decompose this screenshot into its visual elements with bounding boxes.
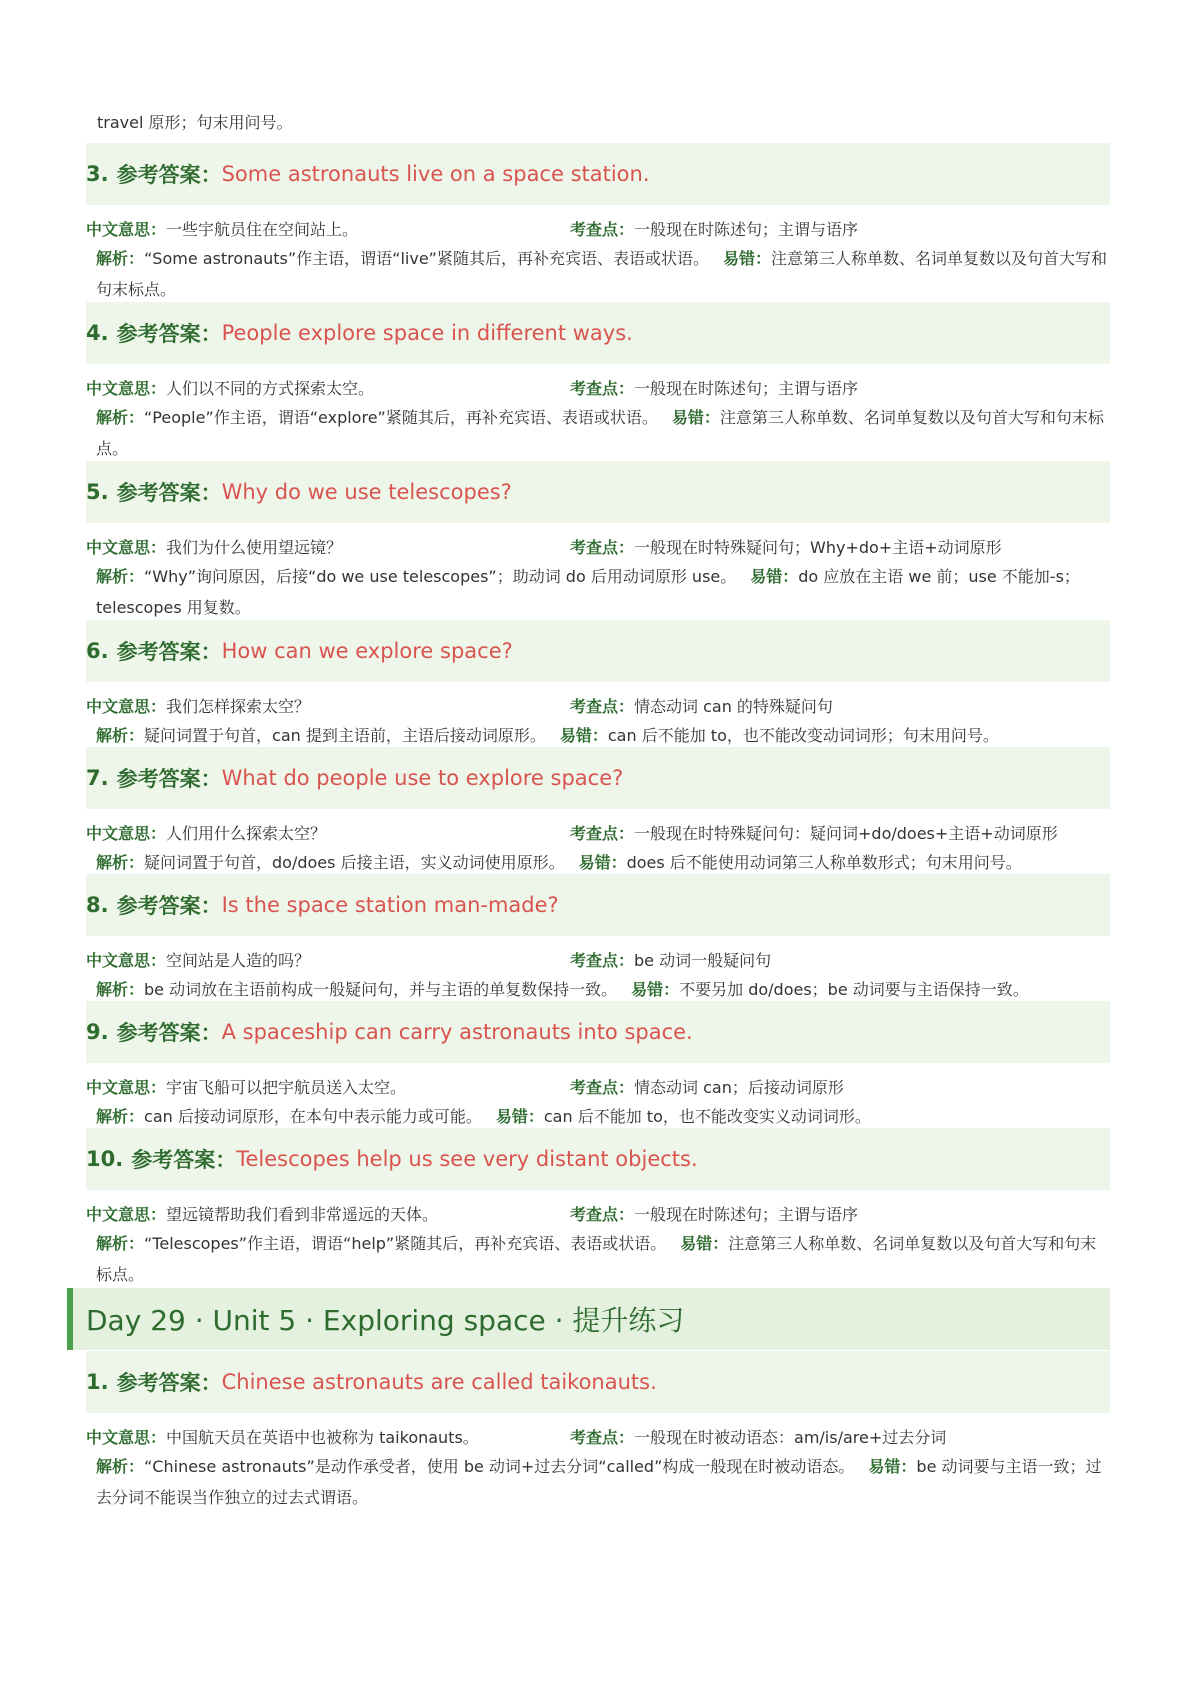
pitfall-label: 易错： bbox=[750, 567, 799, 586]
analysis bbox=[96, 561, 1110, 623]
meaning-row bbox=[86, 531, 1110, 561]
point-label: 考查点： bbox=[570, 220, 635, 239]
pitfall-text: can 后不能加 to，也不能改变实义动词词形。 bbox=[543, 1107, 871, 1126]
meaning-text: 我们为什么使用望远镜？ bbox=[166, 538, 343, 557]
answer-bar bbox=[86, 747, 1110, 809]
meaning-label: 中文意思： bbox=[86, 538, 167, 557]
pitfall-label: 易错： bbox=[868, 1457, 917, 1476]
test-point bbox=[570, 948, 771, 971]
test-point bbox=[570, 376, 858, 399]
pitfall-text: does 后不能使用动词第三人称单数形式；句末用问号。 bbox=[626, 853, 1022, 872]
meaning-text: 中国航天员在英语中也被称为 taikonauts。 bbox=[166, 1428, 479, 1447]
analysis-label: 解析： bbox=[96, 726, 145, 745]
question-number: 7. bbox=[86, 766, 109, 790]
meaning-label: 中文意思： bbox=[86, 220, 167, 239]
answer-label: 参考答案： bbox=[116, 163, 222, 187]
answer-bar bbox=[86, 620, 1110, 682]
analysis-text: “Chinese astronauts”是动作承受者，使用 be 动词+过去分词“called”构成一般现在时被动语态。 bbox=[144, 1457, 855, 1476]
analysis-label: 解析： bbox=[96, 567, 145, 586]
pitfall-label: 易错： bbox=[671, 408, 720, 427]
question-number: 10. bbox=[86, 1147, 124, 1171]
point-text: 一般现在时被动语态：am/is/are+过去分词 bbox=[634, 1428, 947, 1447]
answer-entry bbox=[86, 143, 1110, 305]
section-title: Day 29 · Unit 5 · Exploring space · 提升练习 bbox=[86, 1304, 685, 1337]
meaning-text: 人们用什么探索太空？ bbox=[166, 824, 327, 843]
answer-bar bbox=[86, 461, 1110, 523]
meaning-label: 中文意思： bbox=[86, 379, 167, 398]
test-point bbox=[570, 694, 833, 717]
carryover-text: travel 原形；句末用问号。 bbox=[97, 113, 293, 132]
answer-label: 参考答案： bbox=[116, 767, 222, 791]
test-point bbox=[570, 535, 1002, 558]
meaning-text: 空间站是人造的吗？ bbox=[166, 951, 311, 970]
point-label: 考查点： bbox=[570, 824, 635, 843]
meaning-label: 中文意思： bbox=[86, 1428, 167, 1447]
answer-text: Chinese astronauts are called taikonauts. bbox=[221, 1370, 657, 1394]
meaning bbox=[86, 694, 310, 717]
analysis-label: 解析： bbox=[96, 1457, 145, 1476]
point-text: 一般现在时陈述句；主谓与语序 bbox=[634, 220, 859, 239]
meaning-row bbox=[86, 944, 1110, 974]
meaning-text: 宇宙飞船可以把宇航员送入太空。 bbox=[166, 1078, 407, 1097]
point-text: 一般现在时特殊疑问句；Why+do+主语+动词原形 bbox=[634, 538, 1002, 557]
meaning bbox=[86, 948, 310, 971]
analysis-label: 解析： bbox=[96, 853, 145, 872]
answer-bar bbox=[86, 874, 1110, 936]
analysis-label: 解析： bbox=[96, 408, 145, 427]
meaning-row bbox=[86, 372, 1110, 402]
meaning-label: 中文意思： bbox=[86, 1078, 167, 1097]
pitfall-text: 注意第三人称单数、名词单复数以及句首大写和句末标点。 bbox=[96, 249, 1107, 299]
answer-label: 参考答案： bbox=[116, 322, 222, 346]
answer-bar bbox=[86, 1351, 1110, 1413]
point-label: 考查点： bbox=[570, 1078, 635, 1097]
point-text: 情态动词 can 的特殊疑问句 bbox=[634, 697, 833, 716]
point-text: be 动词一般疑问句 bbox=[634, 951, 772, 970]
answer-label: 参考答案： bbox=[116, 1371, 222, 1395]
pitfall-text: 注意第三人称单数、名词单复数以及句首大写和句末标点。 bbox=[96, 408, 1104, 458]
pitfall-label: 易错： bbox=[578, 853, 627, 872]
meaning bbox=[86, 1425, 479, 1448]
point-text: 一般现在时特殊疑问句：疑问词+do/does+主语+动词原形 bbox=[634, 824, 1058, 843]
meaning-label: 中文意思： bbox=[86, 824, 167, 843]
pitfall-label: 易错： bbox=[631, 980, 680, 999]
answer-text: Is the space station man-made? bbox=[221, 893, 559, 917]
answer-label: 参考答案： bbox=[116, 640, 222, 664]
meaning-row bbox=[86, 690, 1110, 720]
meaning-label: 中文意思： bbox=[86, 951, 167, 970]
analysis-label: 解析： bbox=[96, 1107, 145, 1126]
meaning-row bbox=[86, 213, 1110, 243]
answer-label: 参考答案： bbox=[116, 894, 222, 918]
point-label: 考查点： bbox=[570, 379, 635, 398]
analysis-text: “Some astronauts”作主语，谓语“live”紧随其后，再补充宾语、表语或状语。 bbox=[144, 249, 709, 268]
analysis-label: 解析： bbox=[96, 980, 145, 999]
analysis-text: 疑问词置于句首，can 提到主语前，主语后接动词原形。 bbox=[144, 726, 546, 745]
analysis bbox=[96, 1228, 1110, 1290]
analysis-text: 疑问词置于句首，do/does 后接主语，实义动词使用原形。 bbox=[144, 853, 565, 872]
analysis bbox=[96, 402, 1110, 464]
pitfall-label: 易错： bbox=[495, 1107, 544, 1126]
test-point bbox=[570, 1425, 946, 1448]
meaning-text: 我们怎样探索太空？ bbox=[166, 697, 311, 716]
answer-label: 参考答案： bbox=[116, 481, 222, 505]
pitfall-text: be 动词要与主语一致；过去分词不能误当作独立的过去式谓语。 bbox=[96, 1457, 1102, 1507]
answer-entry bbox=[86, 747, 1110, 878]
pitfall-text: 注意第三人称单数、名词单复数以及句首大写和句末标点。 bbox=[96, 1234, 1097, 1284]
analysis-text: “Telescopes”作主语，谓语“help”紧随其后，再补充宾语、表语或状语。 bbox=[144, 1234, 667, 1253]
point-label: 考查点： bbox=[570, 697, 635, 716]
meaning bbox=[86, 376, 374, 399]
answer-text: Why do we use telescopes? bbox=[221, 480, 512, 504]
answer-text: What do people use to explore space? bbox=[221, 766, 624, 790]
answer-entry bbox=[86, 874, 1110, 1005]
answer-entry bbox=[86, 1128, 1110, 1290]
point-label: 考查点： bbox=[570, 1205, 635, 1224]
test-point bbox=[570, 1075, 844, 1098]
analysis bbox=[96, 243, 1110, 305]
meaning-text: 一些宇航员住在空间站上。 bbox=[166, 220, 359, 239]
section-heading bbox=[67, 1288, 1110, 1350]
answer-entry bbox=[86, 1351, 1110, 1513]
answer-label: 参考答案： bbox=[131, 1148, 237, 1172]
meaning bbox=[86, 535, 342, 558]
pitfall-text: do 应放在主语 we 前；use 不能加-s；telescopes 用复数。 bbox=[96, 567, 1080, 617]
meaning-label: 中文意思： bbox=[86, 697, 167, 716]
question-number: 3. bbox=[86, 162, 109, 186]
meaning bbox=[86, 1202, 438, 1225]
answer-bar bbox=[86, 1128, 1110, 1190]
point-label: 考查点： bbox=[570, 538, 635, 557]
meaning-label: 中文意思： bbox=[86, 1205, 167, 1224]
analysis-text: “Why”询问原因，后接“do we use telescopes”；助动词 do 后用动词原形 use。 bbox=[144, 567, 737, 586]
question-number: 4. bbox=[86, 321, 109, 345]
pitfall-text: can 后不能加 to，也不能改变动词词形；句末用问号。 bbox=[607, 726, 999, 745]
meaning-row bbox=[86, 1198, 1110, 1228]
analysis-text: “People”作主语，谓语“explore”紧随其后，再补充宾语、表语或状语。 bbox=[144, 408, 658, 427]
answer-text: A spaceship can carry astronauts into space. bbox=[221, 1020, 693, 1044]
meaning bbox=[86, 821, 326, 844]
meaning-row bbox=[86, 1421, 1110, 1451]
answer-bar bbox=[86, 302, 1110, 364]
analysis-text: be 动词放在主语前构成一般疑问句，并与主语的单复数保持一致。 bbox=[144, 980, 618, 999]
analysis-label: 解析： bbox=[96, 249, 145, 268]
answer-text: Telescopes help us see very distant objects. bbox=[236, 1147, 698, 1171]
question-number: 9. bbox=[86, 1020, 109, 1044]
answer-bar bbox=[86, 143, 1110, 205]
answer-label: 参考答案： bbox=[116, 1021, 222, 1045]
analysis-text: can 后接动词原形，在本句中表示能力或可能。 bbox=[144, 1107, 482, 1126]
meaning-text: 望远镜帮助我们看到非常遥远的天体。 bbox=[166, 1205, 439, 1224]
point-text: 一般现在时陈述句；主谓与语序 bbox=[634, 379, 859, 398]
meaning-text: 人们以不同的方式探索太空。 bbox=[166, 379, 375, 398]
point-text: 情态动词 can；后接动词原形 bbox=[634, 1078, 844, 1097]
test-point bbox=[570, 1202, 858, 1225]
answer-entry bbox=[86, 620, 1110, 751]
point-label: 考查点： bbox=[570, 1428, 635, 1447]
test-point bbox=[570, 821, 1058, 844]
meaning bbox=[86, 217, 358, 240]
question-number: 1. bbox=[86, 1370, 109, 1394]
answer-text: People explore space in different ways. bbox=[221, 321, 633, 345]
meaning bbox=[86, 1075, 406, 1098]
meaning-row bbox=[86, 1071, 1110, 1101]
meaning-row bbox=[86, 817, 1110, 847]
pitfall-label: 易错： bbox=[559, 726, 608, 745]
answer-text: Some astronauts live on a space station. bbox=[221, 162, 650, 186]
test-point bbox=[570, 217, 858, 240]
answer-bar bbox=[86, 1001, 1110, 1063]
answer-entry bbox=[86, 461, 1110, 623]
pitfall-label: 易错： bbox=[722, 249, 771, 268]
point-label: 考查点： bbox=[570, 951, 635, 970]
question-number: 6. bbox=[86, 639, 109, 663]
pitfall-label: 易错： bbox=[680, 1234, 729, 1253]
analysis-label: 解析： bbox=[96, 1234, 145, 1253]
point-text: 一般现在时陈述句；主谓与语序 bbox=[634, 1205, 859, 1224]
answer-entry bbox=[86, 302, 1110, 464]
answer-text: How can we explore space? bbox=[221, 639, 513, 663]
question-number: 5. bbox=[86, 480, 109, 504]
answer-entry bbox=[86, 1001, 1110, 1132]
analysis bbox=[96, 1451, 1110, 1513]
pitfall-text: 不要另加 do/does；be 动词要与主语保持一致。 bbox=[679, 980, 1029, 999]
question-number: 8. bbox=[86, 893, 109, 917]
